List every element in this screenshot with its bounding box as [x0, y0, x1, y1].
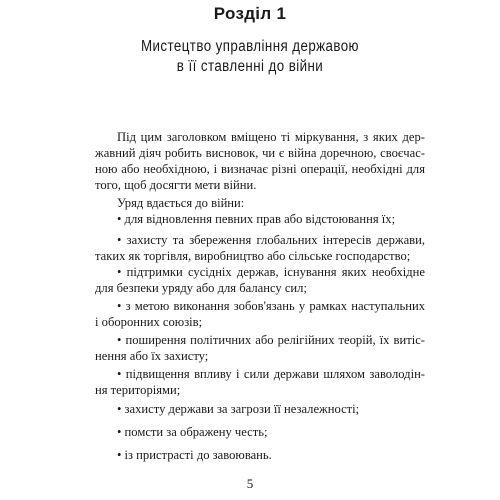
list-item-line: • захисту держави за загрози її незалежності; — [117, 402, 360, 416]
list-item-line: для безпеки уряду або для балансу сил; — [95, 281, 307, 295]
chapter-heading: Розділ 1 — [213, 4, 287, 23]
intro-paragraph — [95, 129, 425, 193]
list-item — [95, 366, 425, 398]
chapter-title-line-2: в її ставленні до війни — [176, 58, 324, 75]
page-number: 5 — [246, 476, 254, 491]
list-item-line: • із пристрасті до завоювань. — [117, 448, 272, 462]
list-item-line: • для відновлення певних прав або відстоювання їх; — [117, 212, 396, 226]
list-item-line: • підвищення впливу і сили держави шляхом заволодін- — [117, 367, 425, 381]
list-item — [95, 401, 425, 417]
list-item-line: таких як торгівля, виробництво або сільське господарство; — [95, 249, 411, 263]
list-item-line: • захисту та збереження глобальних інтересів держави, — [117, 233, 425, 247]
chapter-title-line-1: Мистецтво управління державою — [140, 38, 359, 55]
list-item-line: ня територіями; — [95, 383, 181, 397]
list-item — [95, 232, 425, 264]
list-item — [95, 332, 425, 364]
list-item-line: нення або їх захисту; — [95, 349, 209, 363]
list-item-line: • з метою виконання зобов'язань у рамках наступальних — [117, 299, 425, 313]
list-item — [95, 264, 425, 296]
lead-in-paragraph — [95, 195, 425, 211]
list-item-line: • поширення політичних або релігійних теорій, їх витіс- — [117, 333, 425, 347]
intro-line-3: ною або необхідною, і визначає різні операції, необхідні для — [95, 162, 425, 176]
list-item-line: • підтримки сусідніх держав, існування яких необхідне — [117, 265, 425, 279]
lead-in-text: Уряд вдається до війни: — [117, 196, 245, 210]
list-item — [95, 447, 425, 463]
intro-line-2: жавний діяч робить висновок, чи є війна доречною, своєчас- — [95, 146, 425, 160]
intro-line-1: Під цим заголовком вміщено ті міркування, з яких дер- — [117, 130, 425, 144]
list-item-line: і оборонних союзів; — [95, 315, 203, 329]
intro-line-4: того, щоб досягти мети війни. — [95, 178, 257, 192]
list-item — [95, 211, 425, 227]
list-item — [95, 298, 425, 330]
list-item — [95, 424, 425, 440]
list-item-line: • помсти за ображену честь; — [117, 425, 268, 439]
